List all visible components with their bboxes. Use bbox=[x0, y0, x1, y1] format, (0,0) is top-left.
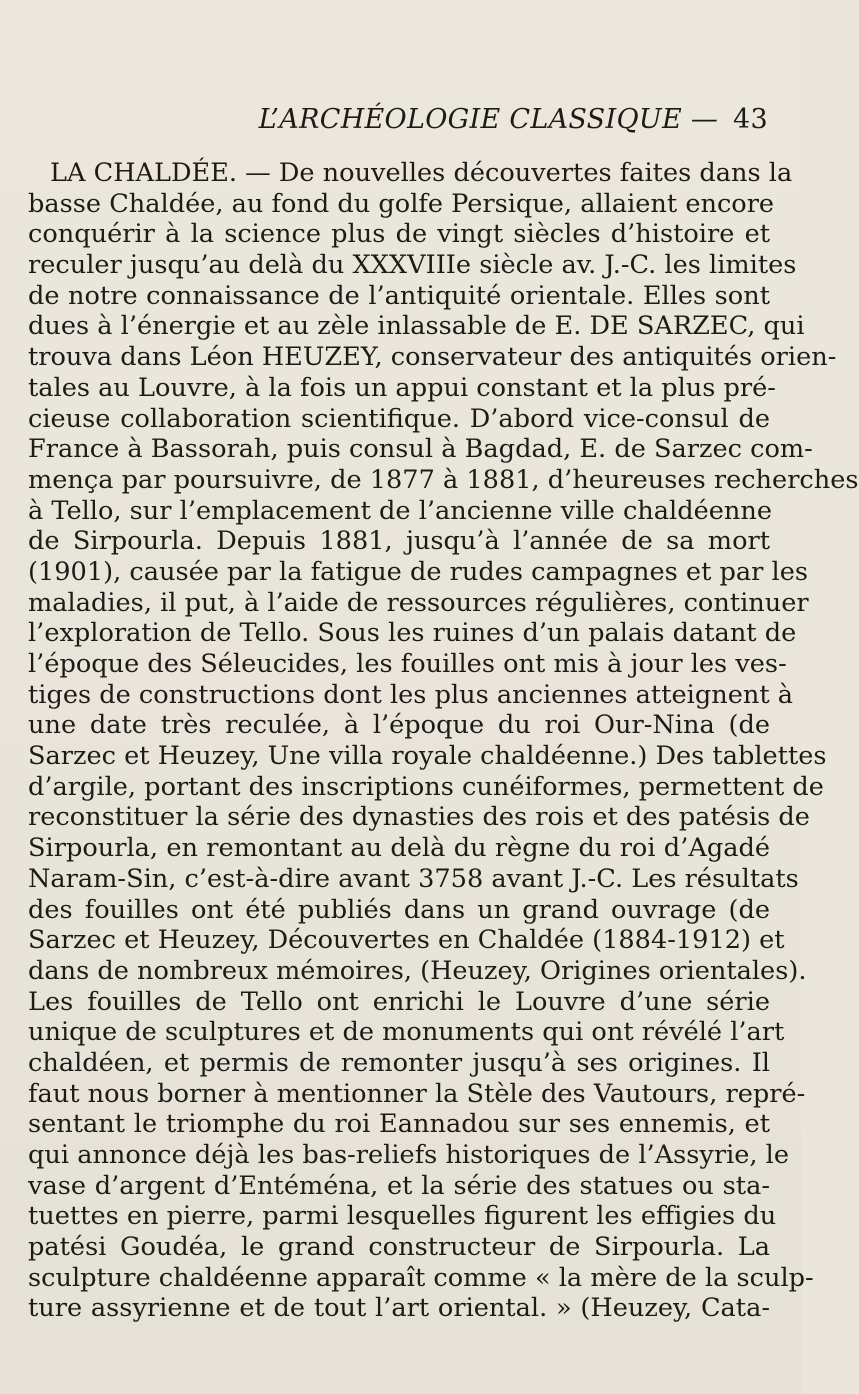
text-line: dues à l’énergie et au zèle inlassable de E. DE SARZEC, qui bbox=[28, 311, 805, 342]
text-line: tiges de constructions dont les plus anciennes atteignent à bbox=[28, 679, 794, 710]
text-line: unique de sculptures et de monuments qui ont révélé l’art bbox=[28, 1017, 785, 1048]
text-line: l’époque des Séleucides, les fouilles ont mis à jour les ves- bbox=[28, 649, 787, 679]
text-line: Sirpourla, en remontant au delà du règne du roi d’Agadé bbox=[28, 833, 770, 864]
text-line: à Tello, sur l’emplacement de l’ancienne ville chaldéenne bbox=[28, 495, 773, 526]
text-line: Sarzec et Heuzey, Une villa royale chaldéenne.) Des tablettes bbox=[28, 741, 827, 772]
text-line: d’argile, portant des inscriptions cunéiformes, permettent de bbox=[28, 771, 824, 802]
text-line: dans de nombreux mémoires, (Heuzey, Origines orientales). bbox=[28, 955, 807, 986]
text-line: une date très reculée, à l’époque du roi Our-Nina (de bbox=[28, 710, 770, 741]
text-line: ture assyrienne et de tout l’art oriental. » (Heuzey, Cata- bbox=[28, 1293, 770, 1324]
text-line: patési Goudéa, le grand constructeur de Sirpourla. La bbox=[28, 1232, 770, 1263]
running-head-title: L’ARCHÉOLOGIE CLASSIQUE — bbox=[258, 104, 719, 135]
text-line: reconstituer la série des dynasties des rois et des patésis de bbox=[28, 802, 810, 833]
text-line: vase d’argent d’Entéména, et la série des statues ou sta- bbox=[28, 1170, 770, 1201]
text-line: sentant le triomphe du roi Eannadou sur ses ennemis, et bbox=[28, 1109, 770, 1140]
text-line: LA CHALDÉE. — De nouvelles découvertes faites dans la bbox=[50, 158, 793, 188]
text-line: qui annonce déjà les bas-reliefs historiques de l’Assyrie, le bbox=[28, 1140, 790, 1170]
running-head bbox=[0, 106, 768, 133]
text-line: conquérir à la science plus de vingt siècles d’histoire et bbox=[28, 219, 770, 250]
text-line: (1901), causée par la fatigue de rudes campagnes et par les bbox=[28, 556, 808, 587]
text-line: maladies, il put, à l’aide de ressources régulières, continuer bbox=[28, 587, 809, 618]
text-line: reculer jusqu’au delà du XXXVIIIe siècle av. J.-C. les limites bbox=[28, 250, 797, 281]
text-line: Naram-Sin, c’est-à-dire avant 3758 avant J.-C. Les résultats bbox=[28, 863, 799, 894]
text-line: de notre connaissance de l’antiquité orientale. Elles sont bbox=[28, 280, 770, 311]
text-line: des fouilles ont été publiés dans un grand ouvrage (de bbox=[28, 894, 770, 925]
text-line: basse Chaldée, au fond du golfe Persique, allaient encore bbox=[28, 188, 775, 219]
text-line: cieuse collaboration scientifique. D’abord vice-consul de bbox=[28, 403, 770, 434]
page-number: 43 bbox=[733, 104, 768, 135]
text-line: sculpture chaldéenne apparaît comme « la mère de la sculp- bbox=[28, 1262, 814, 1293]
text-line: chaldéen, et permis de remonter jusqu’à ses origines. Il bbox=[28, 1047, 770, 1078]
text-line: France à Bassorah, puis consul à Bagdad, E. de Sarzec com- bbox=[28, 434, 813, 465]
text-line: l’exploration de Tello. Sous les ruines d’un palais datant de bbox=[28, 618, 797, 649]
text-line: de Sirpourla. Depuis 1881, jusqu’à l’année de sa mort bbox=[28, 526, 770, 557]
text-line: Les fouilles de Tello ont enrichi le Louvre d’une série bbox=[28, 986, 770, 1017]
text-line: trouva dans Léon HEUZEY, conservateur des antiquités orien- bbox=[28, 342, 837, 373]
text-line: tuettes en pierre, parmi lesquelles figurent les effigies du bbox=[28, 1201, 777, 1232]
body-paragraph bbox=[28, 158, 859, 1324]
text-line: faut nous borner à mentionner la Stèle des Vautours, repré- bbox=[28, 1078, 806, 1109]
text-line: mença par poursuivre, de 1877 à 1881, d’heureuses recherches bbox=[28, 464, 859, 495]
text-line: Sarzec et Heuzey, Découvertes en Chaldée (1884-1912) et bbox=[28, 925, 785, 956]
text-line: tales au Louvre, à la fois un appui constant et la plus pré- bbox=[28, 372, 776, 403]
